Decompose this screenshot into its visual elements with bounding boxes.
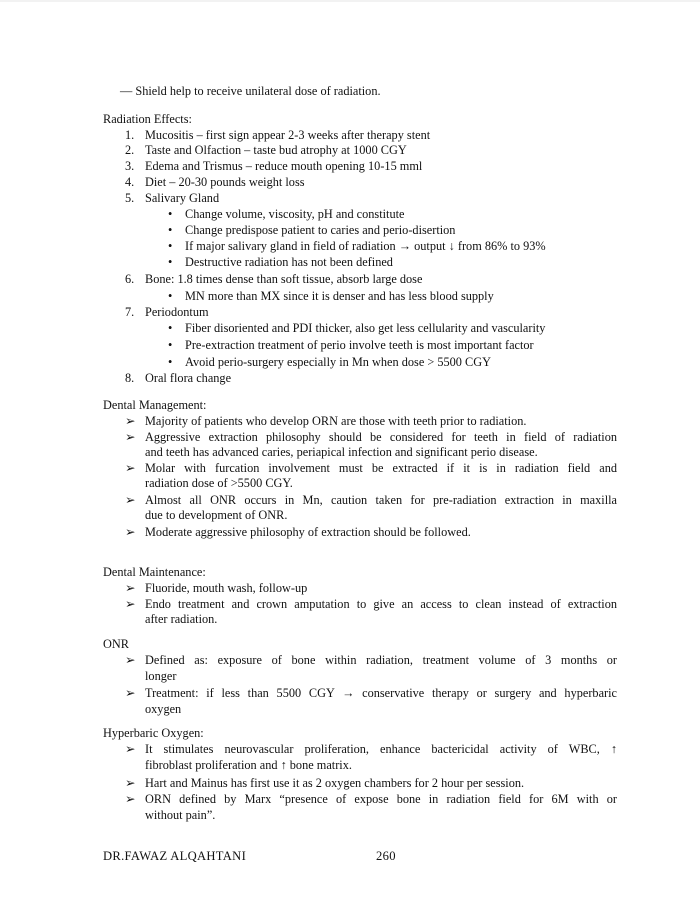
- list-item: Bone: 1.8 times dense than soft tissue, absorb large dose: [145, 272, 423, 286]
- list-item: Diet – 20-30 pounds weight loss: [145, 175, 305, 189]
- sub-item: Pre-extraction treatment of perio involve teeth is most important factor: [185, 338, 534, 352]
- bullet-text: Treatment: if less than 5500 CGY → conservative therapy or surgery and hyperbaric: [145, 686, 617, 700]
- bullet-text: due to development of ONR.: [145, 508, 288, 522]
- onr-heading: ONR: [103, 637, 129, 651]
- bullet-dot: •: [168, 355, 173, 369]
- list-number: 6.: [125, 272, 135, 286]
- arrow-bullet: ➢: [125, 792, 136, 806]
- bullet-dot: •: [168, 239, 173, 253]
- page-number: 260: [376, 849, 396, 863]
- arrow-bullet: ➢: [125, 525, 136, 539]
- footer-author: DR.FAWAZ ALQAHTANI: [103, 849, 247, 863]
- list-number: 8.: [125, 371, 135, 385]
- arrow-bullet: ➢: [125, 776, 136, 790]
- intro-line: — Shield help to receive unilateral dose of radiation.: [120, 84, 381, 98]
- arrow-bullet: ➢: [125, 461, 136, 475]
- sub-item: If major salivary gland in field of radiation → output ↓ from 86% to 93%: [185, 239, 546, 253]
- bullet-text: Endo treatment and crown amputation to give an access to clean instead of extraction: [145, 597, 617, 611]
- bullet-text: It stimulates neurovascular proliferation, enhance bactericidal activity of WBC, ↑: [145, 742, 617, 756]
- bullet-text: Almost all ONR occurs in Mn, caution taken for pre-radiation extraction in maxilla: [145, 493, 617, 507]
- list-number: 2.: [125, 143, 135, 157]
- bullet-text: Aggressive extraction philosophy should be considered for teeth in field of radiation: [145, 430, 617, 444]
- bullet-dot: •: [168, 223, 173, 237]
- top-edge: [0, 0, 700, 2]
- bullet-text: fibroblast proliferation and ↑ bone matrix.: [145, 758, 352, 772]
- radiation-heading: Radiation Effects:: [103, 112, 192, 126]
- list-item: Oral flora change: [145, 371, 232, 385]
- bullet-text: Majority of patients who develop ORN are those with teeth prior to radiation.: [145, 414, 527, 428]
- bullet-text: Fluoride, mouth wash, follow-up: [145, 581, 308, 595]
- bullet-text: Hart and Mainus has first use it as 2 oxygen chambers for 2 hour per session.: [145, 776, 525, 790]
- dental-maintenance-heading: Dental Maintenance:: [103, 565, 206, 579]
- arrow-bullet: ➢: [125, 493, 136, 507]
- arrow-bullet: ➢: [125, 414, 136, 428]
- list-number: 1.: [125, 128, 135, 142]
- bullet-text: after radiation.: [145, 612, 218, 626]
- sub-item: MN more than MX since it is denser and has less blood supply: [185, 289, 494, 303]
- arrow-bullet: ➢: [125, 430, 136, 444]
- list-number: 5.: [125, 191, 135, 205]
- list-item: Edema and Trismus – reduce mouth opening 10-15 mml: [145, 159, 423, 173]
- arrow-bullet: ➢: [125, 653, 136, 667]
- arrow-bullet: ➢: [125, 686, 136, 700]
- bullet-text: without pain”.: [145, 808, 216, 822]
- arrow-bullet: ➢: [125, 597, 136, 611]
- bullet-text: oxygen: [145, 702, 182, 716]
- bullet-dot: •: [168, 321, 173, 335]
- list-item: Taste and Olfaction – taste bud atrophy at 1000 CGY: [145, 143, 407, 157]
- bullet-text: Defined as: exposure of bone within radiation, treatment volume of 3 months or: [145, 653, 617, 667]
- list-number: 3.: [125, 159, 135, 173]
- bullet-dot: •: [168, 289, 173, 303]
- list-item: Periodontum: [145, 305, 209, 319]
- list-number: 4.: [125, 175, 135, 189]
- sub-item: Avoid perio-surgery especially in Mn when dose > 5500 CGY: [185, 355, 491, 369]
- bullet-dot: •: [168, 255, 173, 269]
- arrow-bullet: ➢: [125, 742, 136, 756]
- bullet-text: ORN defined by Marx “presence of expose bone in radiation field for 6M with or: [145, 792, 617, 806]
- sub-item: Change predispose patient to caries and perio-disertion: [185, 223, 456, 237]
- bullet-text: and teeth has advanced caries, periapical infection and significant perio disease.: [145, 445, 538, 459]
- bullet-dot: •: [168, 338, 173, 352]
- hyperbaric-heading: Hyperbaric Oxygen:: [103, 726, 204, 740]
- bullet-text: radiation dose of >5500 CGY.: [145, 476, 293, 490]
- list-item: Mucositis – first sign appear 2-3 weeks after therapy stent: [145, 128, 431, 142]
- bullet-text: longer: [145, 669, 177, 683]
- bullet-text: Molar with furcation involvement must be extracted if it is in radiation field and: [145, 461, 617, 475]
- list-number: 7.: [125, 305, 135, 319]
- arrow-bullet: ➢: [125, 581, 136, 595]
- dental-management-heading: Dental Management:: [103, 398, 207, 412]
- sub-item: Destructive radiation has not been defined: [185, 255, 393, 269]
- bullet-dot: •: [168, 207, 173, 221]
- sub-item: Change volume, viscosity, pH and constitute: [185, 207, 405, 221]
- list-item: Salivary Gland: [145, 191, 220, 205]
- sub-item: Fiber disoriented and PDI thicker, also get less cellularity and vascularity: [185, 321, 546, 335]
- bullet-text: Moderate aggressive philosophy of extraction should be followed.: [145, 525, 471, 539]
